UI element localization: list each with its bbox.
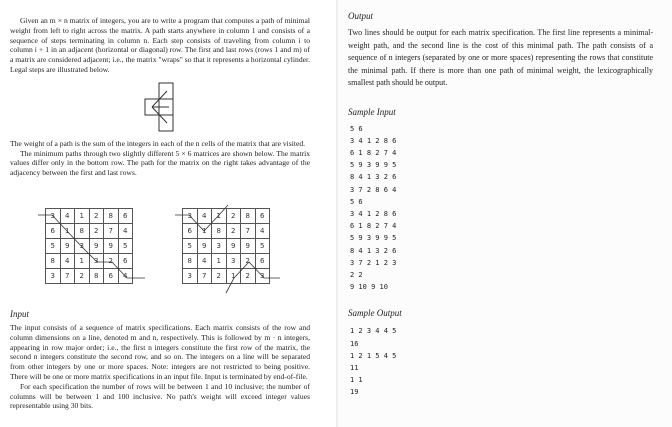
input-heading: Input [10, 309, 29, 319]
matrix-cell: 9 [60, 239, 75, 254]
matrix-cell: 8 [241, 209, 256, 224]
weight-text: The weight of a path is the sum of the integers in each of the n cells of the matrix that are visited. [10, 138, 306, 148]
matrix-cell: 1 [75, 254, 90, 269]
matrix-cell: 9 [104, 239, 119, 254]
matrix-cell: 6 [104, 269, 119, 284]
matrix-cell: 3 [183, 209, 198, 224]
matrix-cell: 3 [89, 254, 104, 269]
matrix-cell: 4 [118, 224, 133, 239]
output-text: Two lines should be output for each matrix specification. The first line represents a minimal-weight path, and the second line is the cost of this minimal path. The path consists of a sequence of n integers (separated by one or more spaces) representing the rows that constitute the minimal path. If there is more than one path of minimal weight, the lexicographically smallest path should be output. [348, 28, 653, 87]
constraints-text: For each specification the number of rows will be between 1 and 10 inclusive; the number of columns will be between 1 and 100 inclusive. No path's weight will exceed integer values representable using 30 bits. [10, 381, 310, 411]
matrix-cell: 7 [241, 224, 256, 239]
matrix-cell: 4 [197, 209, 212, 224]
matrix-cell: 3 [46, 269, 61, 284]
matrix-cell: 4 [118, 269, 133, 284]
matrix-cell: 9 [226, 239, 241, 254]
matrix-cell: 6 [46, 224, 61, 239]
matrix-cell: 1 [197, 224, 212, 239]
matrix-cell: 6 [255, 254, 270, 269]
path-right [0, 0, 330, 300]
matrix-cell: 8 [75, 224, 90, 239]
matrix-cell: 6 [255, 209, 270, 224]
matrix-cell: 1 [60, 224, 75, 239]
matrix-cell: 2 [75, 269, 90, 284]
matrix-cell: 5 [118, 239, 133, 254]
right-content [348, 10, 653, 399]
matrix-cell: 4 [60, 254, 75, 269]
matrix-cell: 8 [183, 254, 198, 269]
matrix-cell: 3 [183, 269, 198, 284]
matrix-cell: 3 [46, 209, 61, 224]
matrix-cell: 8 [89, 269, 104, 284]
matrix-cell: 6 [183, 224, 198, 239]
matrix-cell: 4 [60, 209, 75, 224]
matrix-cell: 6 [118, 254, 133, 269]
matrix-cell: 2 [241, 269, 256, 284]
matrix-cell: 9 [197, 239, 212, 254]
sample-output-heading: Sample Output [348, 308, 402, 319]
matrix-cell: 1 [212, 209, 227, 224]
matrix-cell: 5 [255, 239, 270, 254]
output-heading: Output [348, 11, 374, 21]
matrix-cell: 2 [89, 224, 104, 239]
matrix-cell: 5 [46, 239, 61, 254]
matrix-cell: 1 [212, 254, 227, 269]
matrix-cell: 6 [118, 209, 133, 224]
input-section [10, 308, 310, 411]
intro-text: Given an m × n matrix of integers, you are to write a program that computes a path of minimal weight from left to right across the matrix. A path starts anywhere in column 1 and consists of a sequence of steps terminating in column n. Each step consists of traveling from column i to column i + 1 in an adjacent (horizontal or diagonal) row. The first and last rows (rows 1 and m) of a matrix are considered adjacent; i.e., the matrix "wraps" so that it represents a horizontal cylinder. Legal steps are illustrated below. [10, 16, 310, 74]
matrix-cell: 4 [197, 254, 212, 269]
matrix-cell: 1 [226, 269, 241, 284]
matrix-cell: 2 [212, 269, 227, 284]
matrix-cell: 9 [89, 239, 104, 254]
matrix-cell: 5 [183, 239, 198, 254]
matrix-cell: 3 [75, 239, 90, 254]
matrix-cell: 7 [104, 224, 119, 239]
matrix-cell: 2 [241, 254, 256, 269]
matrix-cell: 3 [255, 269, 270, 284]
sample-input: 5 6 3 4 1 2 8 6 6 1 8 2 7 4 5 9 3 9 9 5 8 4 1 3 2 6 3 7 2 8 6 4 5 6 3 4 1 2 8 6 6 1 8 2 7 4 5 9 3 9 9 5 8 4 1 3 2 6 3 7 2 1 2 3 2 2 9 10 9 10 [350, 124, 397, 292]
right-page [336, 0, 672, 427]
matrix-cell: 7 [60, 269, 75, 284]
matrix-cell: 7 [197, 269, 212, 284]
left-page [0, 0, 330, 427]
input-text: The input consists of a sequence of matrix specifications. Each matrix consists of the row and column dimensions on a line, denoted m and n, respectively. This is followed by m · n integers, appearing in row major order; i.e., the first n integers constitute the first row of the matrix, the second n integers constitute the second row, and so on. The integers on a line will be separated from other integers by one or more spaces. Note: integers are not restricted to being positive. There will be one or more matrix specifications in an input file. Input is terminated by end-of-file. [10, 323, 310, 381]
matrix-cell: 2 [104, 254, 119, 269]
matrix-cell: 2 [226, 224, 241, 239]
matrix-cell: 2 [89, 209, 104, 224]
sample-output: 1 2 3 4 4 5 16 1 2 1 5 4 5 11 1 1 19 [350, 327, 397, 397]
matrix-cell: 3 [212, 239, 227, 254]
matrix-cell: 8 [212, 224, 227, 239]
matrix-cell: 8 [46, 254, 61, 269]
matrix-cell: 8 [104, 209, 119, 224]
matrix-cell: 3 [226, 254, 241, 269]
sample-input-heading: Sample Input [348, 106, 396, 117]
matrix-cell: 1 [75, 209, 90, 224]
min-paths-text: The minimum paths through two slightly different 5 × 6 matrices are shown below. The matrix values differ only in the bottom row. The path for the matrix on the right takes advantage of the adjacency between the first and last rows. [10, 148, 310, 178]
matrix-cell: 9 [241, 239, 256, 254]
matrix-cell: 4 [255, 224, 270, 239]
matrix-cell: 2 [226, 209, 241, 224]
